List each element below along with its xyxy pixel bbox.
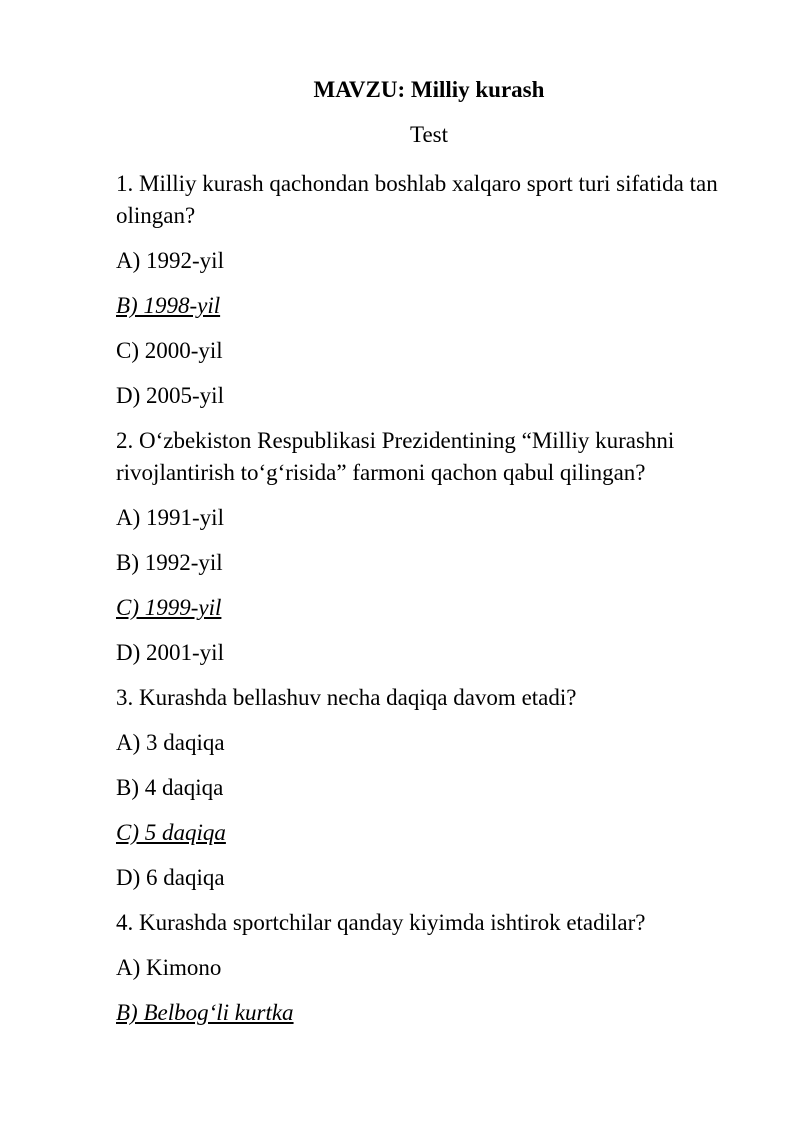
page-subtitle: Test — [410, 122, 448, 147]
q2-option-c-correct: C) 1999-yil — [116, 595, 222, 620]
q3-option-d: D) 6 daqiqa — [116, 865, 225, 890]
q1-option-a: A) 1992-yil — [116, 248, 224, 273]
question-3: 3. Kurashda bellashuv necha daqiqa davom etadi? — [116, 685, 577, 710]
question-1: 1. Milliy kurash qachondan boshlab xalqaro sport turi sifatida tan olingan? — [116, 171, 718, 228]
q4-option-a: A) Kimono — [116, 955, 222, 980]
q4-option-b-correct: B) Belbog‘li kurtka — [116, 1000, 294, 1025]
q2-option-d: D) 2001-yil — [116, 640, 224, 665]
question-4: 4. Kurashda sportchilar qanday kiyimda ishtirok etadilar? — [116, 910, 646, 935]
q3-option-b: B) 4 daqiqa — [116, 775, 224, 800]
q1-option-b-correct: B) 1998-yil — [116, 293, 221, 318]
q1-option-d: D) 2005-yil — [116, 383, 224, 408]
q2-option-b: B) 1992-yil — [116, 550, 223, 575]
q2-option-a: A) 1991-yil — [116, 505, 224, 530]
q3-option-c-correct: C) 5 daqiqa — [116, 820, 226, 845]
q1-option-c: C) 2000-yil — [116, 338, 223, 363]
q3-option-a: A) 3 daqiqa — [116, 730, 225, 755]
question-2: 2. O‘zbekiston Respublikasi Prezidentining “Milliy kurashni rivojlantirish to‘g‘risida” farmoni qachon qabul qilingan? — [116, 428, 675, 485]
test-content — [116, 168, 736, 1042]
page-title: MAVZU: Milliy kurash — [313, 77, 545, 102]
